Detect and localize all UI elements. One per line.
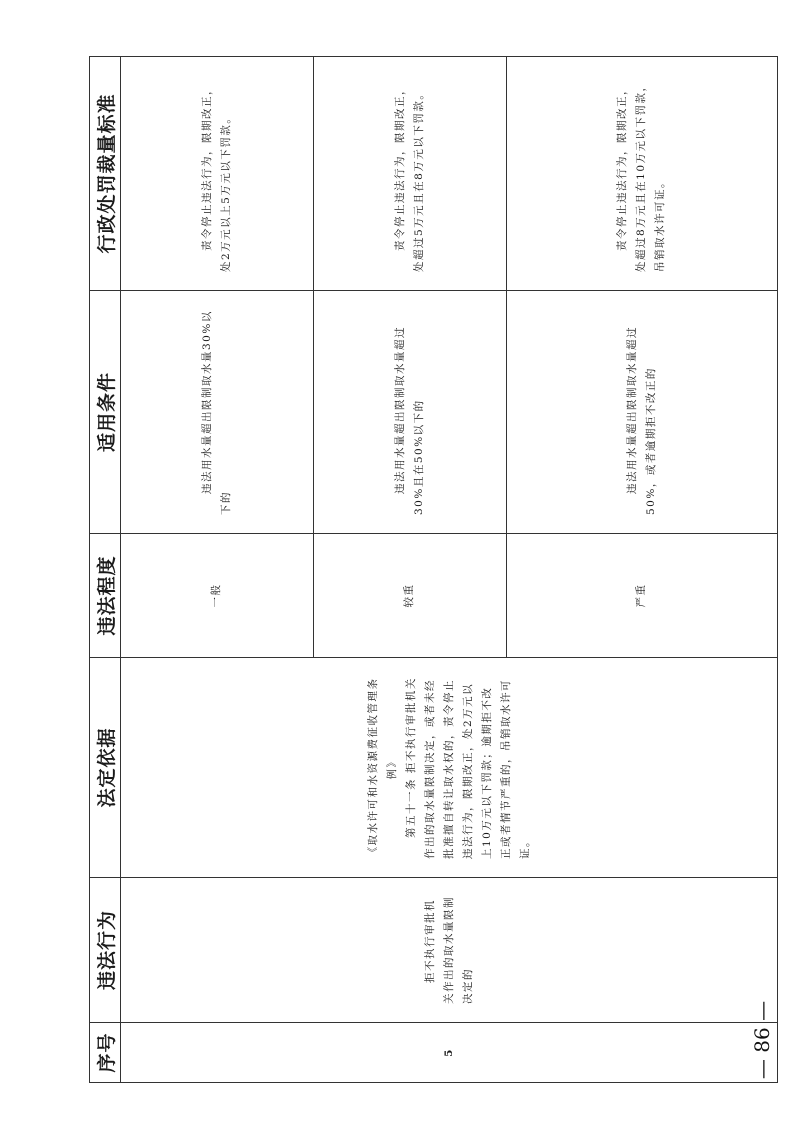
violation-act-cell (121, 878, 778, 1023)
rotated-table-frame (89, 57, 778, 1083)
standard-cell-general (121, 57, 314, 291)
header-act: 违法行为 (90, 878, 121, 1023)
table-row (121, 57, 314, 1083)
rotated-table-area (89, 57, 778, 1083)
condition-cell-general (121, 291, 314, 534)
row-seq-cell: 5 (121, 1023, 778, 1083)
standard-cell-serious (313, 57, 506, 291)
legal-basis-title: 《取水许可和水资源费征收管理条例》 (366, 677, 398, 858)
degree-cell-serious: 较重 (313, 534, 506, 658)
header-standard: 行政处罚裁量标准 (90, 57, 121, 291)
standard-cell-severe (506, 57, 777, 291)
header-seq: 序号 (90, 1023, 121, 1083)
legal-basis-text: 第五十一条 拒不执行审批机关作出的取水量限制决定，或者未经批准擅自转让取水权的，责令停止违法行为，限期改正，处2万元以上10万元以下罚款；逾期拒不改正或者情节严重的，吊销取水许可证。 (404, 677, 531, 859)
degree-cell-general: 一般 (121, 534, 314, 658)
page-number (750, 1000, 774, 1080)
violation-act-text: 拒不执行审批机关作出的取水量限制决定的 (423, 896, 474, 1004)
condition-cell-serious (313, 291, 506, 534)
condition-cell-severe (506, 291, 777, 534)
condition-text-severe: 违法用水量超出限制取水量超过50%，或者逾期拒不改正的 (625, 326, 657, 515)
header-condition: 适用条件 (90, 291, 121, 534)
header-basis: 法定依据 (90, 658, 121, 878)
standard-text-serious: 责令停止违法行为，限期改正，处超过5万元且在8万元以下罚款。 (393, 83, 425, 272)
penalty-standard-table (89, 56, 778, 1083)
table-header-row (90, 57, 121, 1083)
standard-text-severe: 责令停止违法行为，限期改正，处超过8万元且在10万元以下罚款，吊销取水许可证。 (616, 79, 667, 272)
standard-text-general: 责令停止违法行为，限期改正，处2万元以上5万元以下罚款。 (200, 83, 232, 272)
legal-basis-cell (121, 658, 778, 878)
degree-cell-severe: 严重 (506, 534, 777, 658)
condition-text-serious: 违法用水量超出限制取水量超过30%且在50%以下的 (393, 326, 425, 515)
header-degree: 违法程度 (90, 534, 121, 658)
page-number-text: — 86 — (750, 1000, 774, 1080)
condition-text-general: 违法用水量超出限制取水量30%以下的 (200, 310, 232, 515)
